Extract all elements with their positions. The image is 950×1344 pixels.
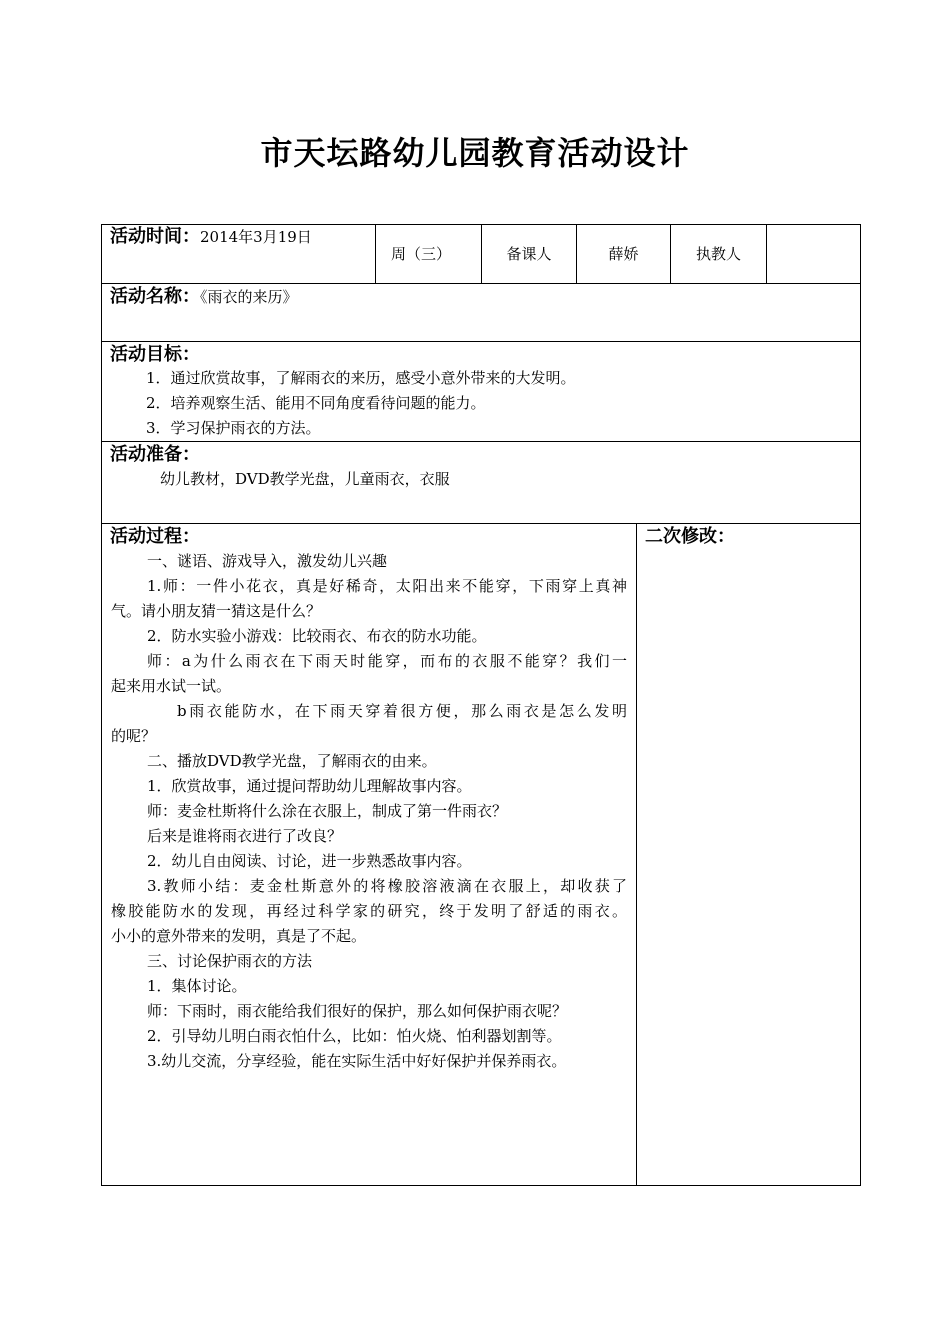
teaching-teacher-label: 执教人 [695, 245, 741, 263]
process-line: 起来用水试一试。 [111, 677, 232, 695]
column-divider [766, 224, 767, 283]
goal-item: 2．培养观察生活、能用不同角度看待问题的能力。 [146, 394, 486, 412]
activity-process-label: 活动过程： [110, 526, 200, 547]
prep-teacher-label: 备课人 [506, 245, 552, 263]
process-line: 师：a为什么雨衣在下雨天时能穿，而布的衣服不能穿？我们一 [147, 652, 627, 670]
activity-time-cell [110, 228, 312, 246]
activity-prep-label: 活动准备： [110, 444, 200, 465]
prep-teacher-name: 薛娇 [608, 245, 639, 263]
goal-item: 1．通过欣赏故事，了解雨衣的来历，感受小意外带来的大发明。 [146, 369, 576, 387]
activity-goals-label: 活动目标： [110, 344, 200, 365]
activity-goals-list [110, 366, 630, 441]
process-line: 师：麦金杜斯将什么涂在衣服上，制成了第一件雨衣？ [147, 802, 508, 820]
activity-prep-value: 幼儿教材，DVD教学光盘，儿童雨衣，衣服 [160, 470, 450, 488]
activity-name-cell [110, 288, 298, 306]
activity-time-label: 活动时间： [110, 226, 200, 247]
activity-time-value: 2014年3月19日 [200, 228, 312, 246]
process-line: 2．幼儿自由阅读、讨论，进一步熟悉故事内容。 [147, 852, 472, 870]
process-line: 橡胶能防水的发现，再经过科学家的研究，终于发明了舒适的雨衣。 [111, 902, 627, 920]
activity-process-text [111, 549, 627, 1074]
process-line: 气。请小朋友猜一猜这是什么？ [111, 602, 322, 620]
goal-item: 3．学习保护雨衣的方法。 [146, 419, 321, 437]
process-line: 后来是谁将雨衣进行了改良？ [147, 827, 343, 845]
row-divider [101, 523, 861, 524]
process-line: 二、播放DVD教学光盘，了解雨衣的由来。 [147, 752, 437, 770]
row-divider [101, 341, 861, 342]
process-line: 3.教师小结：麦金杜斯意外的将橡胶溶液滴在衣服上，却收获了 [147, 877, 627, 895]
column-divider [636, 523, 637, 1186]
page-title: 市天坛路幼儿园教育活动设计 [260, 134, 690, 172]
row-divider [101, 283, 861, 284]
process-line: 3.幼儿交流，分享经验，能在实际生活中好好保护并保养雨衣。 [147, 1052, 567, 1070]
revision-label: 二次修改： [645, 526, 735, 547]
process-line: 1.师：一件小花衣，真是好稀奇，太阳出来不能穿，下雨穿上真神 [147, 577, 627, 595]
process-line: 三、讨论保护雨衣的方法 [147, 952, 313, 970]
process-line: 1．欣赏故事，通过提问帮助幼儿理解故事内容。 [147, 777, 472, 795]
process-line: 师：下雨时，雨衣能给我们很好的保护，那么如何保护雨衣呢？ [147, 1002, 568, 1020]
process-line: b雨衣能防水，在下雨天穿着很方便，那么雨衣是怎么发明 [177, 702, 627, 720]
process-line: 的呢？ [111, 727, 157, 745]
row-divider [101, 441, 861, 442]
process-line: 2．引导幼儿明白雨衣怕什么，比如：怕火烧、怕利器划割等。 [147, 1027, 562, 1045]
activity-name-label: 活动名称： [110, 286, 200, 307]
process-line: 一、谜语、游戏导入，激发幼儿兴趣 [147, 552, 388, 570]
weekday-value: 周（三） [390, 245, 451, 263]
process-line: 2．防水实验小游戏：比较雨衣、布衣的防水功能。 [147, 627, 487, 645]
process-line: 小小的意外带来的发明，真是了不起。 [111, 927, 367, 945]
activity-name-value: 《雨衣的来历》 [200, 288, 298, 306]
process-line: 1．集体讨论。 [147, 977, 247, 995]
